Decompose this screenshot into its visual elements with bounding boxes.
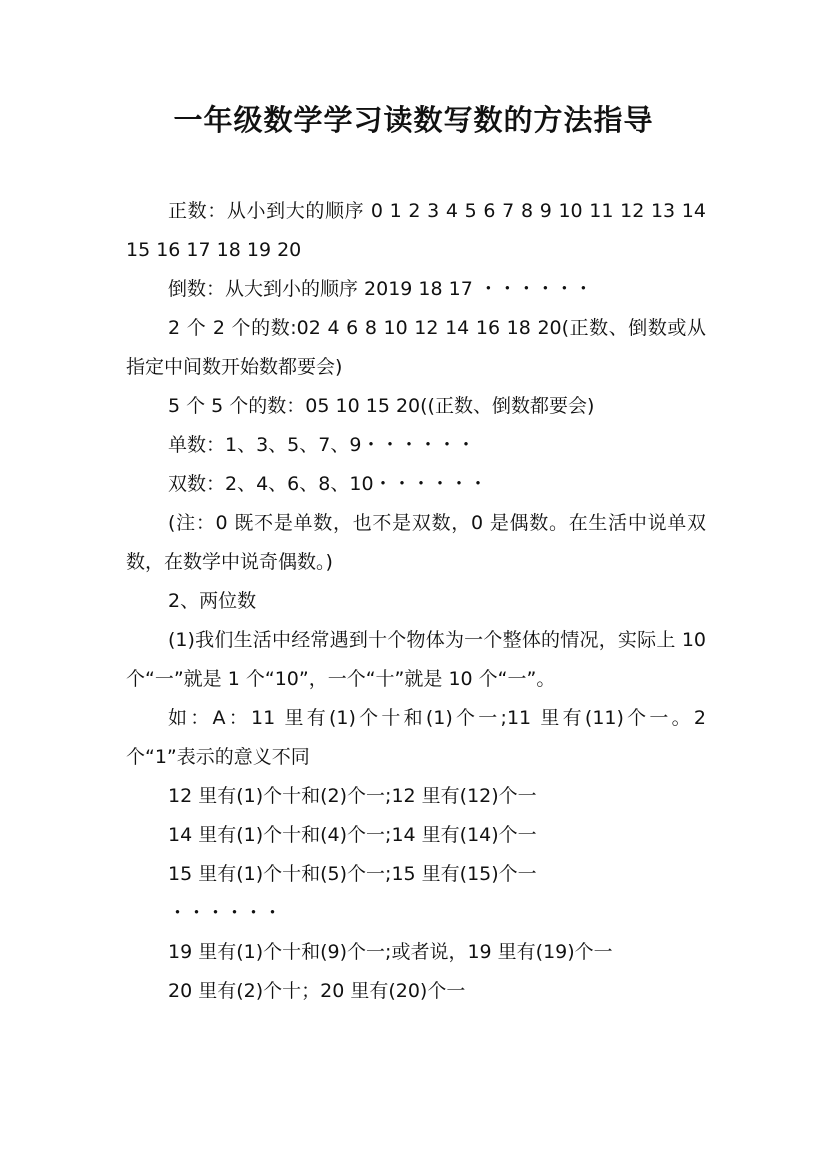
document-body: [126, 192, 706, 1011]
paragraph-count-by-fives: 5 个 5 个的数：05 10 15 20((正数、倒数都要会): [168, 395, 595, 417]
paragraph-example-11: 如：A：11 里有(1)个十和(1)个一;11 里有(11)个一。2 个“1”表示的意义不同: [126, 707, 706, 768]
paragraph-example-15: 15 里有(1)个十和(5)个一;15 里有(15)个一: [168, 863, 537, 885]
section-heading-two-digit: 2、两位数: [168, 590, 257, 612]
paragraph-even-numbers: 双数：2、4、6、8、10・・・・・・: [168, 473, 488, 495]
paragraph-example-12: 12 里有(1)个十和(2)个一;12 里有(12)个一: [168, 785, 537, 807]
paragraph-example-19: 19 里有(1)个十和(9)个一;或者说，19 里有(19)个一: [168, 941, 613, 963]
paragraph-tens-explanation: (1)我们生活中经常遇到十个物体为一个整体的情况，实际上 10 个“一”就是 1 个“10”，一个“十”就是 10 个“一”。: [126, 629, 706, 690]
paragraph-ellipsis: ・・・・・・: [168, 902, 283, 924]
paragraph-counting-backward: 倒数：从大到小的顺序 2019 18 17 ・・・・・・: [168, 278, 593, 300]
paragraph-example-20: 20 里有(2)个十；20 里有(20)个一: [168, 980, 466, 1002]
paragraph-count-by-twos: 2 个 2 个的数:02 4 6 8 10 12 14 16 18 20(正数、倒数或从指定中间数开始数都要会): [126, 317, 706, 378]
paragraph-counting-forward: 正数：从小到大的顺序 0 1 2 3 4 5 6 7 8 9 10 11 12 13 14 15 16 17 18 19 20: [126, 200, 706, 261]
paragraph-odd-numbers: 单数：1、3、5、7、9・・・・・・: [168, 434, 476, 456]
document-title: 一年级数学学习读数写数的方法指导: [173, 103, 654, 137]
paragraph-example-14: 14 里有(1)个十和(4)个一;14 里有(14)个一: [168, 824, 537, 846]
paragraph-note-zero: (注：0 既不是单数，也不是双数，0 是偶数。在生活中说单双数，在数学中说奇偶数。): [126, 512, 706, 573]
